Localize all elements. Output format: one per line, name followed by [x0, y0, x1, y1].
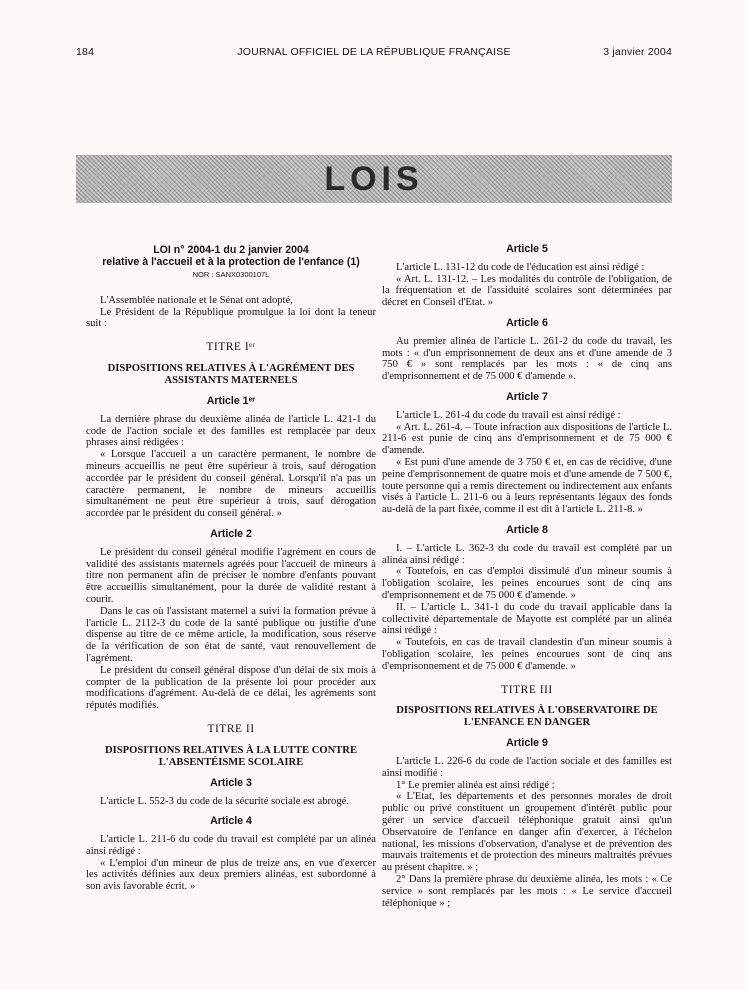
article-paragraph: L'article L. 552-3 du code de la sécurité sociale est abrogé.: [100, 795, 349, 807]
titre-heading: TITRE Iᵉʳ: [206, 341, 256, 354]
intro-paragraph: Le Président de la République promulgue la loi dont la teneur suit :: [86, 306, 376, 330]
article-paragraph: « Art. L. 131-12. – Les modalités du contrôle de l'obligation, de la fréquentation et de l'assiduité scolaires sont déterminées par décret en Conseil d'Etat. »: [382, 273, 672, 309]
article-heading: Article 4: [210, 815, 252, 828]
article-heading: Article 8: [506, 523, 548, 536]
article-paragraph: « Art. L. 261-4. – Toute infraction aux dispositions de l'article L. 211-6 est punie de cinq ans d'emprisonnement et de 75 000 € d'amende.: [382, 421, 672, 457]
article-paragraph: La dernière phrase du deuxième alinéa de l'article L. 421-1 du code de l'action sociale et des familles est remplacée par deux phrases ainsi rédigées :: [86, 413, 376, 449]
titre-subheading: DISPOSITIONS RELATIVES À L'AGRÉMENT DES ASSISTANTS MATERNELS: [107, 362, 355, 386]
article-heading: Article 3: [210, 776, 252, 789]
article-paragraph: « L'emploi d'un mineur de plus de treize ans, en vue d'exercer les activités définies aux deux premiers alinéas, est subordonné à son avis favorable écrit. »: [86, 857, 376, 893]
article-paragraph: Dans le cas où l'assistant maternel a suivi la formation prévue à l'article L. 2112-3 du code de la santé publique ou justifie d'une dispense au titre de ce même article, la modification, sous réserve de la vérification de son état de santé, vaut renouvellement de l'agrément.: [86, 605, 376, 664]
article-paragraph: « Est puni d'une amende de 3 750 € et, en cas de récidive, d'une peine d'emprisonnement de quatre mois et d'une amende de 7 500 €, toute personne qui a remis directement ou indirectement aux enfants visés à l'article L. 211-6 ou à leurs représentants légaux des fonds au-delà de la part fixée, comme il est dit à l'article L. 211-8. »: [382, 456, 672, 516]
right-column: [382, 244, 672, 909]
article-paragraph: « L'Etat, les départements et des personnes morales de droit public ou privé constituent un groupement d'intérêt public pour gérer un service d'accueil téléphonique gratuit ainsi qu'un Observatoire de l'enfance en danger afin d'exercer, à l'échelon national, les missions d'observation, d'analyse et de prévention des mauvais traitements et de protection des mineurs maltraités prévues au présent chapitre. » ;: [382, 791, 672, 874]
article-paragraph: II. – L'article L. 341-1 du code du travail applicable dans la collectivité départementale de Mayotte est complété par un alinéa ainsi rédigé :: [382, 601, 672, 637]
article-heading: Article 7: [506, 390, 548, 403]
section-banner-title: LOIS: [324, 160, 424, 198]
article-heading: Article 5: [506, 243, 548, 255]
titre-subheading: DISPOSITIONS RELATIVES À L'OBSERVATOIRE DE L'ENFANCE EN DANGER: [396, 705, 658, 729]
article-paragraph: Au premier alinéa de l'article L. 261-2 du code du travail, les mots : « d'un emprisonnement de deux ans et d'une amende de 3 750 € » sont remplacés par les mots : « de cinq ans d'emprisonnement et de 75 000 € d'amende ».: [382, 335, 672, 383]
article-paragraph: 2° Dans la première phrase du deuxième alinéa, les mots : « Ce service » sont remplacés par les mots : « Le service d'accueil téléphonique » ;: [382, 874, 672, 909]
article-heading: Article 2: [210, 527, 252, 540]
issue-date: 3 janvier 2004: [603, 46, 672, 58]
titre-heading: TITRE II: [207, 722, 255, 735]
section-banner: [76, 155, 672, 203]
article-paragraph: L'article L. 131-12 du code de l'éducation est ainsi rédigé :: [396, 261, 645, 273]
titre-heading: TITRE III: [501, 683, 553, 696]
article-heading: Article 1ᵉʳ: [206, 394, 256, 407]
article-heading: Article 6: [506, 316, 548, 329]
article-paragraph: 1° Le premier alinéa est ainsi rédigé :: [396, 779, 555, 791]
article-paragraph: I. – L'article L. 362-3 du code du travail est complété par un alinéa ainsi rédigé :: [382, 542, 672, 566]
law-title-line-1: LOI n° 2004-1 du 2 janvier 2004: [153, 244, 309, 256]
article-paragraph: Le président du conseil général dispose d'un délai de six mois à compter de la publication de la présente loi pour procéder aux modifications d'agrément. Au-delà de ce délai, les agréments sont réputés modifiés.: [86, 664, 376, 712]
article-paragraph: « Lorsque l'accueil a un caractère permanent, le nombre de mineurs accueillis ne peut être supérieur à trois, sauf dérogation accordée par le président du conseil général. Lorsqu'il n'a pas un caractère permanent, le nombre de mineurs accueillis simultanément ne peut être supérieur à trois, sauf dérogation accordée par le président du conseil général. »: [86, 449, 376, 520]
left-column: [86, 244, 376, 893]
page-number: 184: [76, 46, 95, 58]
nor-reference: NOR : SANX0300107L: [192, 270, 270, 279]
law-title-line-2: relative à l'accueil et à la protection de l'enfance (1): [102, 256, 360, 268]
article-heading: Article 9: [506, 737, 548, 750]
intro-paragraph: L'Assemblée nationale et le Sénat ont adopté,: [100, 294, 293, 306]
article-paragraph: L'article L. 211-6 du code du travail est complété par un alinéa ainsi rédigé :: [86, 834, 376, 857]
article-paragraph: L'article L. 226-6 du code de l'action sociale et des familles est ainsi modifié :: [382, 756, 672, 779]
article-paragraph: L'article L. 261-4 du code du travail est ainsi rédigé :: [396, 409, 621, 421]
journal-title: JOURNAL OFFICIEL DE LA RÉPUBLIQUE FRANÇAISE: [237, 46, 511, 58]
article-paragraph: « Toutefois, en cas d'emploi dissimulé d'un mineur soumis à l'obligation scolaire, les peines encourues sont de cinq ans d'emprisonnement et de 75 000 € d'amende. »: [382, 566, 672, 601]
titre-subheading: DISPOSITIONS RELATIVES À LA LUTTE CONTRE L'ABSENTÉISME SCOLAIRE: [104, 744, 358, 768]
article-paragraph: Le président du conseil général modifie l'agrément en cours de validité des assistants maternels agréés pour l'accueil de mineurs à titre non permanent afin de préciser le nombre d'enfants pouvant être accueillis simultanément, pour la durée de validité restant à courir.: [86, 546, 376, 605]
article-paragraph: « Toutefois, en cas de travail clandestin d'un mineur soumis à l'obligation scolaire, les peines encourues sont de cinq ans d'emprisonnement et de 75 000 € d'amende. »: [382, 637, 672, 672]
